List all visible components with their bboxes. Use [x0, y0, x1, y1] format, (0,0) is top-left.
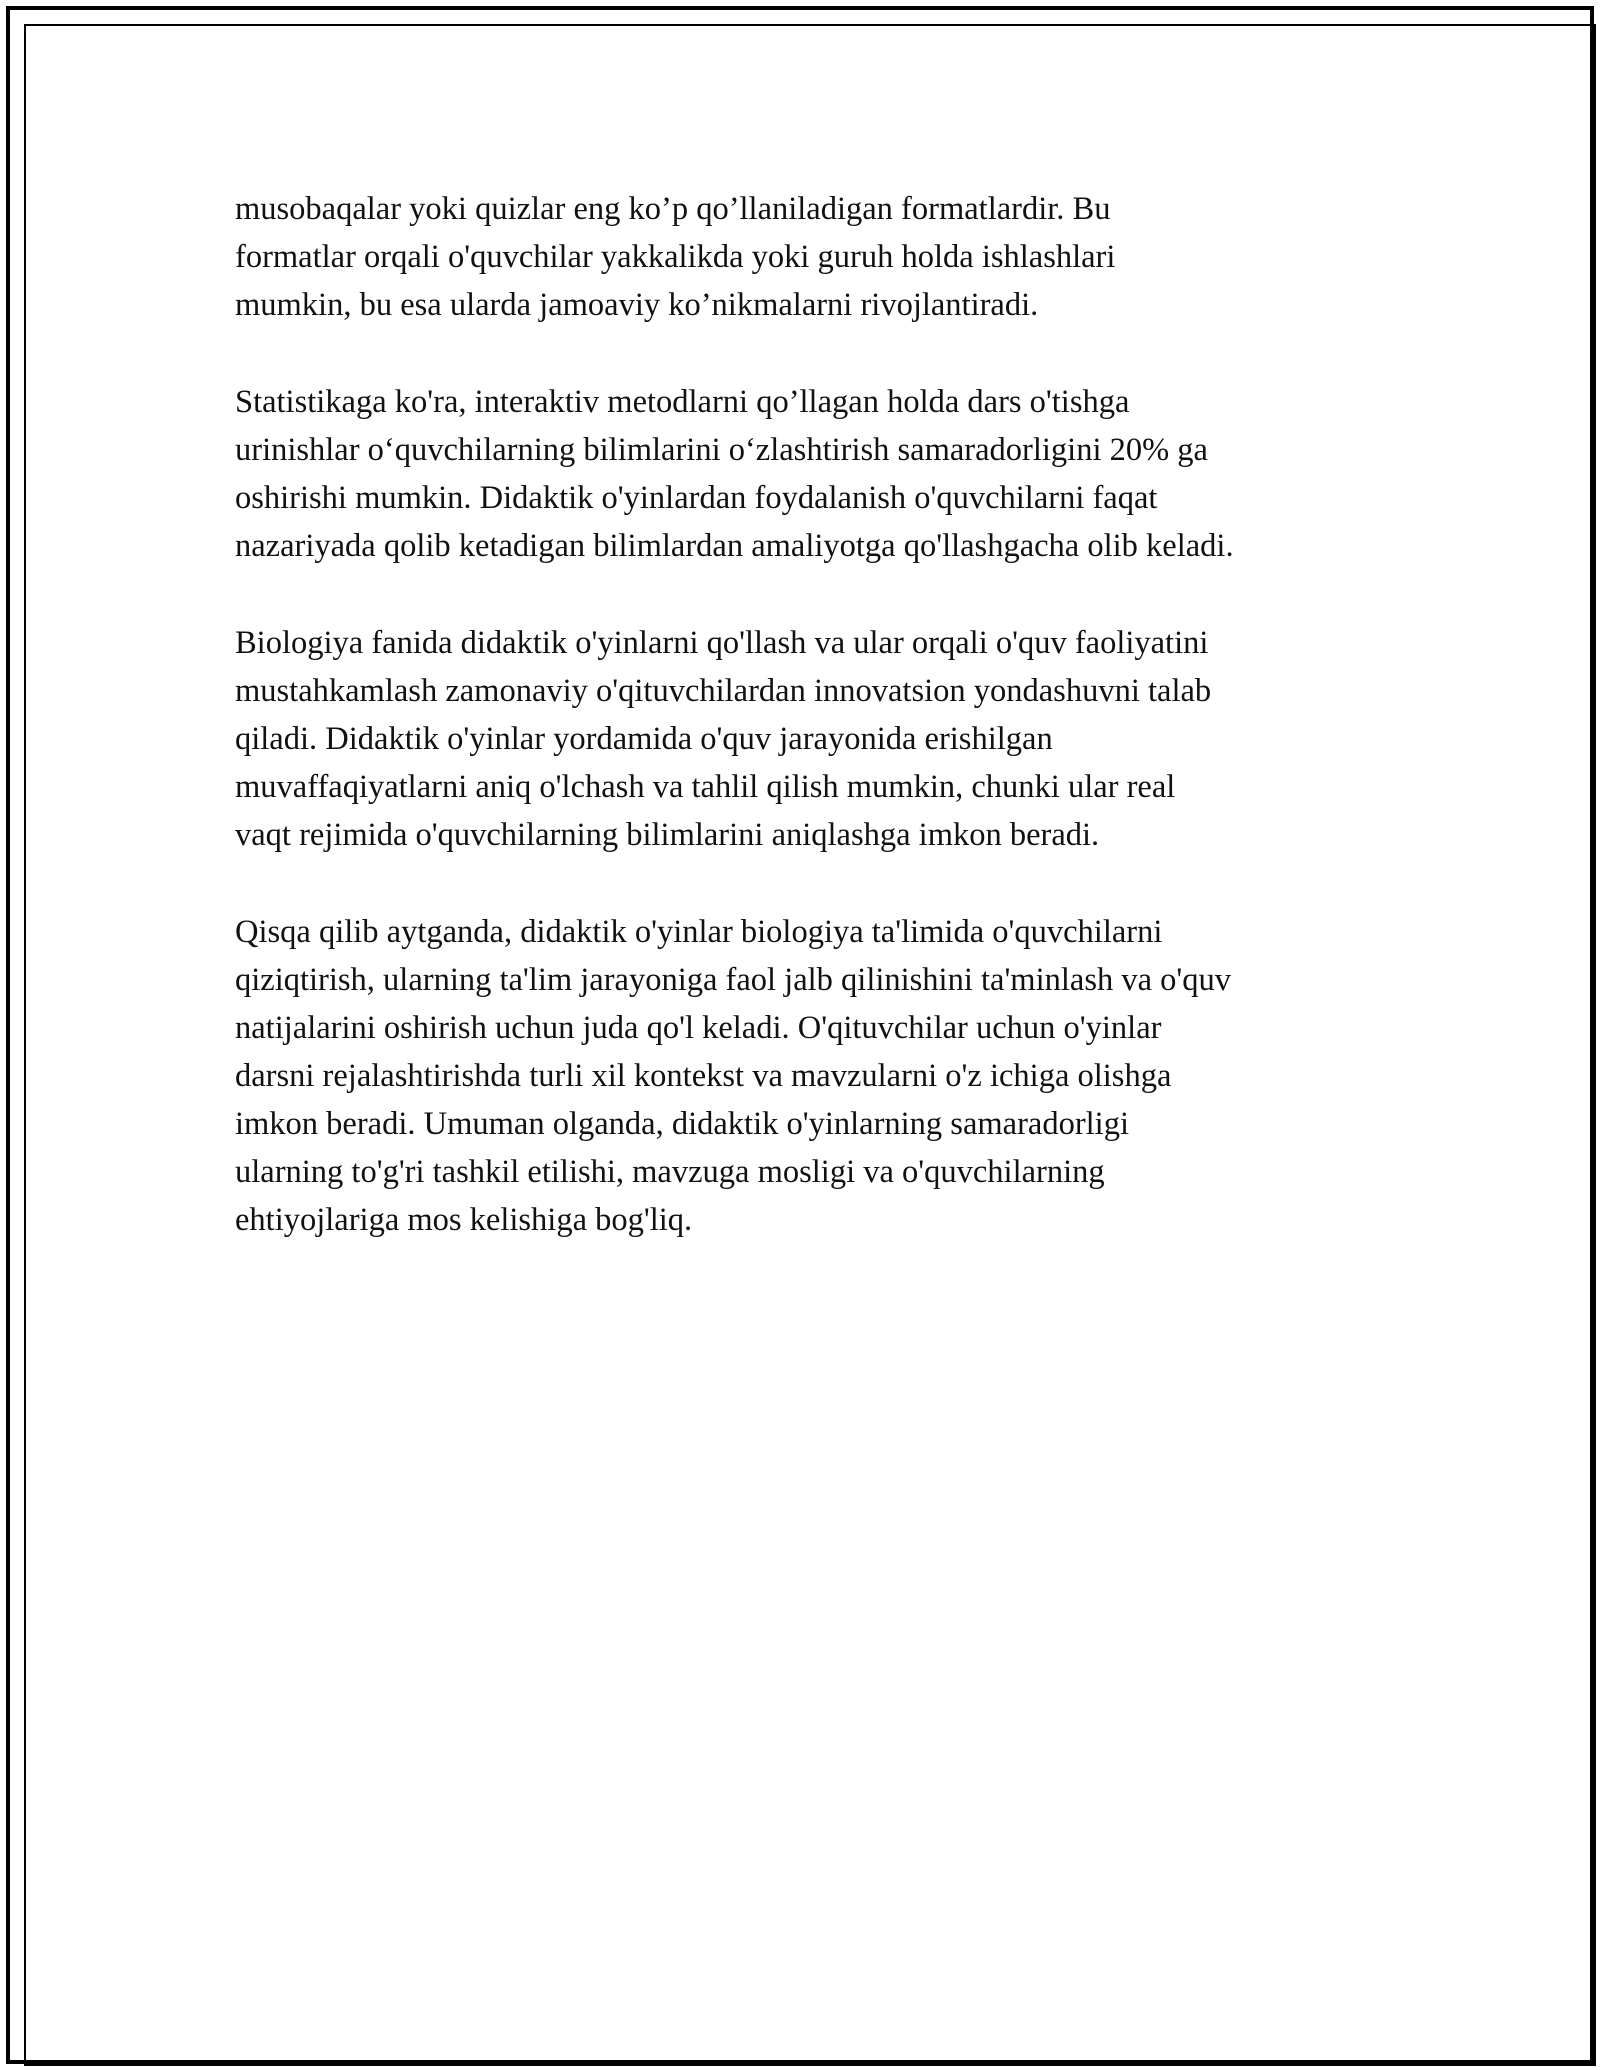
text-line: qiziqtirish, ularning ta'lim jarayoniga faol jalb qilinishini ta'minlash va o'quv	[235, 962, 1231, 998]
paragraph	[235, 908, 1365, 1244]
paragraph	[235, 619, 1365, 859]
text-line: muvaffaqiyatlarni aniq o'lchash va tahlil qilish mumkin, chunki ular real	[235, 769, 1176, 805]
document-body	[235, 185, 1365, 1293]
text-line: formatlar orqali o'quvchilar yakkalikda yoki guruh holda ishlashlari	[235, 239, 1116, 275]
text-line: Biologiya fanida didaktik o'yinlarni qo'llash va ular orqali o'quv faoliyatini	[235, 625, 1209, 661]
text-line: darsni rejalashtirishda turli xil kontekst va mavzularni o'z ichiga olishga	[235, 1058, 1172, 1094]
text-line: Qisqa qilib aytganda, didaktik o'yinlar biologiya ta'limida o'quvchilarni	[235, 914, 1163, 950]
text-line: Statistikaga ko'ra, interaktiv metodlarni qo’llagan holda dars o'tishga	[235, 384, 1130, 420]
text-line: ehtiyojlariga mos kelishiga bog'liq.	[235, 1202, 693, 1238]
paragraph	[235, 185, 1365, 329]
text-line: oshirishi mumkin. Didaktik o'yinlardan foydalanish o'quvchilarni faqat	[235, 480, 1158, 516]
text-line: qiladi. Didaktik o'yinlar yordamida o'quv jarayonida erishilgan	[235, 721, 1053, 757]
text-line: musobaqalar yoki quizlar eng ko’p qo’llaniladigan formatlardir. Bu	[235, 191, 1111, 227]
text-line: ularning to'g'ri tashkil etilishi, mavzuga mosligi va o'quvchilarning	[235, 1154, 1105, 1190]
text-line: urinishlar o‘quvchilarning bilimlarini o‘zlashtirish samaradorligini 20% ga	[235, 432, 1208, 468]
paragraph	[235, 378, 1365, 570]
text-line: mumkin, bu esa ularda jamoaviy ko’nikmalarni rivojlantiradi.	[235, 287, 1039, 323]
text-line: vaqt rejimida o'quvchilarning bilimlarini aniqlashga imkon beradi.	[235, 817, 1100, 853]
text-line: natijalarini oshirish uchun juda qo'l keladi. O'qituvchilar uchun o'yinlar	[235, 1010, 1162, 1046]
text-line: nazariyada qolib ketadigan bilimlardan amaliyotga qo'llashgacha olib keladi.	[235, 528, 1234, 564]
text-line: mustahkamlash zamonaviy o'qituvchilardan innovatsion yondashuvni talab	[235, 673, 1212, 709]
text-line: imkon beradi. Umuman olganda, didaktik o'yinlarning samaradorligi	[235, 1106, 1129, 1142]
